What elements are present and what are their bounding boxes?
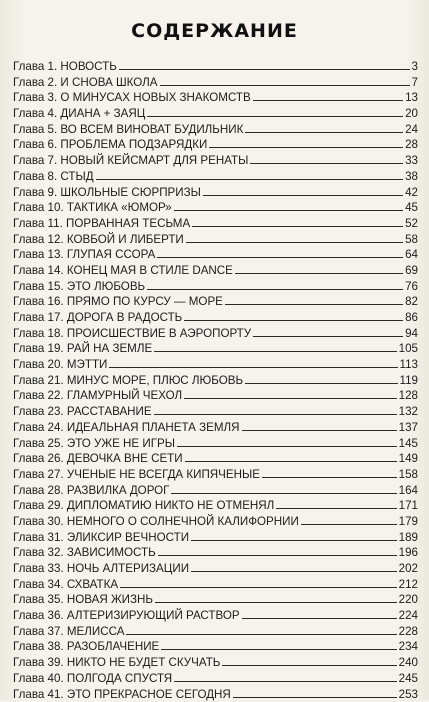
leader-line [185,461,397,462]
chapter-title: Глава 5. ВО ВСЕМ ВИНОВАТ БУДИЛЬНИК [13,122,245,138]
chapter-title: Глава 13. ГЛУПАЯ ССОРА [13,247,157,263]
leader-line [174,681,396,682]
chapter-title: Глава 29. ДИПЛОМАТИЮ НИКТО НЕ ОТМЕНЯЛ [13,498,276,514]
chapter-title: Глава 26. ДЕВОЧКА ВНЕ СЕТИ [13,451,185,467]
chapter-title: Глава 39. НИКТО НЕ БУДЕТ СКУЧАТЬ [13,655,222,671]
page-number: 105 [397,341,418,357]
chapter-title: Глава 15. ЭТО ЛЮБОВЬ [13,279,147,295]
toc-entry [13,514,418,530]
page-number: 58 [403,232,418,248]
toc-entry [13,326,418,342]
page-number: 145 [397,436,418,452]
toc-entry [13,263,418,279]
toc-entry [13,200,418,216]
page-number: 158 [397,467,418,483]
page-number: 113 [398,357,418,373]
page-number: 196 [397,545,418,561]
chapter-title: Глава 3. О МИНУСАХ НОВЫХ ЗНАКОМСТВ [13,90,253,106]
chapter-title: Глава 34. СХВАТКА [13,577,120,593]
toc-entry [13,483,418,499]
leader-line [253,100,403,101]
page-number: 224 [397,608,418,624]
toc-entry [13,467,418,483]
leader-line [155,602,397,603]
leader-line [154,414,397,415]
leader-line [242,430,397,431]
toc-entry [13,436,418,452]
page-title: СОДЕРЖАНИЕ [0,20,429,42]
chapter-title: Глава 21. МИНУС МОРЕ, ПЛЮС ЛЮБОВЬ [13,373,245,389]
leader-line [154,351,396,352]
leader-line [119,69,410,70]
table-of-contents [13,59,418,702]
toc-entry [13,592,418,608]
page-number: 228 [397,624,418,640]
page-number: 189 [397,530,418,546]
leader-line [233,697,397,698]
leader-line [161,649,396,650]
toc-entry [13,153,418,169]
toc-entry [13,357,418,373]
page-number: 76 [403,279,418,295]
toc-entry [13,498,418,514]
toc-entry [13,420,418,436]
leader-line [276,508,396,509]
page-number: 64 [403,247,418,263]
chapter-title: Глава 28. РАЗВИЛКА ДОРОГ [13,483,171,499]
chapter-title: Глава 11. ПОРВАННАЯ ТЕСЬМА [13,216,192,232]
leader-line [160,85,410,86]
page-number: 38 [403,169,418,185]
leader-line [191,571,397,572]
page-number: 234 [397,639,418,655]
chapter-title: Глава 10. ТАКТИКА «ЮМОР» [13,200,174,216]
chapter-title: Глава 7. НОВЫЙ КЕЙСМАРТ ДЛЯ РЕНАТЫ [13,153,250,169]
toc-entry [13,545,418,561]
page-number: 33 [403,153,418,169]
toc-entry [13,75,418,91]
page-number: 171 [397,498,418,514]
chapter-title: Глава 27. УЧЕНЫЕ НЕ ВСЕГДА КИПЯЧЕНЫЕ [13,467,262,483]
chapter-title: Глава 4. ДИАНА + ЗАЯЦ [13,106,147,122]
toc-entry [13,530,418,546]
page-number: 253 [397,687,418,702]
chapter-title: Глава 14. КОНЕЦ МАЯ В СТИЛЕ DANCE [13,263,235,279]
leader-line [171,493,396,494]
toc-entry [13,294,418,310]
leader-line [120,587,397,588]
leader-line [245,132,403,133]
toc-entry [13,59,418,75]
chapter-title: Глава 22. ГЛАМУРНЫЙ ЧЕХОЛ [13,388,184,404]
page-number: 20 [403,106,418,122]
page-number: 202 [397,561,418,577]
leader-line [184,398,397,399]
toc-entry [13,106,418,122]
page-number: 7 [410,75,418,91]
page-number: 220 [397,592,418,608]
leader-line [184,320,403,321]
toc-entry [13,577,418,593]
leader-line [147,116,403,117]
leader-line [147,289,403,290]
leader-line [177,446,397,447]
page-number: 28 [403,137,418,153]
leader-line [222,665,396,666]
toc-entry [13,561,418,577]
toc-entry [13,608,418,624]
leader-line [235,273,403,274]
page-number: 3 [410,59,418,75]
leader-line [225,304,403,305]
leader-line [262,477,397,478]
toc-entry [13,341,418,357]
leader-line [245,383,397,384]
leader-line [301,524,397,525]
toc-entry [13,122,418,138]
leader-line [109,367,397,368]
chapter-title: Глава 9. ШКОЛЬНЫЕ СЮРПРИЗЫ [13,185,203,201]
toc-entry [13,169,418,185]
leader-line [250,163,403,164]
chapter-title: Глава 19. РАЙ НА ЗЕМЛЕ [13,341,154,357]
toc-entry [13,373,418,389]
chapter-title: Глава 33. НОЧЬ АЛТЕРИЗАЦИИ [13,561,191,577]
page-number: 128 [397,388,418,404]
chapter-title: Глава 12. КОВБОЙ И ЛИБЕРТИ [13,232,186,248]
page-number: 24 [403,122,418,138]
chapter-title: Глава 23. РАССТАВАНИЕ [13,404,154,420]
leader-line [157,257,403,258]
chapter-title: Глава 40. ПОЛГОДА СПУСТЯ [13,671,174,687]
page-number: 86 [403,310,418,326]
page-number: 132 [397,404,418,420]
toc-entry [13,655,418,671]
chapter-title: Глава 30. НЕМНОГО О СОЛНЕЧНОЙ КАЛИФОРНИИ [13,514,301,530]
chapter-title: Глава 35. НОВАЯ ЖИЗНЬ [13,592,155,608]
toc-entry [13,451,418,467]
toc-entry [13,310,418,326]
leader-line [158,555,397,556]
chapter-title: Глава 41. ЭТО ПРЕКРАСНОЕ СЕГОДНЯ [13,687,233,702]
page-number: 212 [397,577,418,593]
page-number: 13 [403,90,418,106]
toc-entry [13,137,418,153]
toc-entry [13,247,418,263]
page-number: 240 [397,655,418,671]
chapter-title: Глава 1. НОВОСТЬ [13,59,119,75]
page-number: 82 [403,294,418,310]
toc-entry [13,388,418,404]
page-number: 94 [403,326,418,342]
chapter-title: Глава 2. И СНОВА ШКОЛА [13,75,160,91]
page-number: 52 [403,216,418,232]
leader-line [174,210,404,211]
chapter-title: Глава 17. ДОРОГА В РАДОСТЬ [13,310,184,326]
toc-entry [13,671,418,687]
page-number: 119 [398,373,418,389]
toc-entry [13,232,418,248]
chapter-title: Глава 18. ПРОИСШЕСТВИЕ В АЭРОПОРТУ [13,326,253,342]
toc-entry [13,404,418,420]
toc-entry [13,639,418,655]
leader-line [191,540,397,541]
leader-line [209,147,403,148]
toc-entry [13,185,418,201]
chapter-title: Глава 24. ИДЕАЛЬНАЯ ПЛАНЕТА ЗЕМЛЯ [13,420,242,436]
leader-line [192,226,403,227]
leader-line [203,195,403,196]
page-number: 245 [397,671,418,687]
chapter-title: Глава 16. ПРЯМО ПО КУРСУ — МОРЕ [13,294,225,310]
toc-entry [13,90,418,106]
chapter-title: Глава 25. ЭТО УЖЕ НЕ ИГРЫ [13,436,177,452]
page-number: 137 [397,420,418,436]
chapter-title: Глава 38. РАЗОБЛАЧЕНИЕ [13,639,161,655]
toc-entry [13,279,418,295]
leader-line [186,242,403,243]
page-number: 69 [403,263,418,279]
leader-line [253,336,403,337]
toc-entry [13,624,418,640]
chapter-title: Глава 37. МЕЛИССА [13,624,126,640]
chapter-title: Глава 36. АЛТЕРИЗИРУЮЩИЙ РАСТВОР [13,608,242,624]
chapter-title: Глава 8. СТЫД [13,169,96,185]
page-number: 149 [397,451,418,467]
chapter-title: Глава 6. ПРОБЛЕМА ПОДЗАРЯДКИ [13,137,209,153]
page-number: 42 [403,185,418,201]
chapter-title: Глава 32. ЗАВИСИМОСТЬ [13,545,158,561]
page-number: 164 [397,483,418,499]
page-number: 45 [403,200,418,216]
chapter-title: Глава 20. МЭТТИ [13,357,109,373]
leader-line [96,179,403,180]
chapter-title: Глава 31. ЭЛИКСИР ВЕЧНОСТИ [13,530,191,546]
leader-line [242,618,397,619]
page-number: 179 [397,514,418,530]
leader-line [126,634,396,635]
toc-entry [13,216,418,232]
